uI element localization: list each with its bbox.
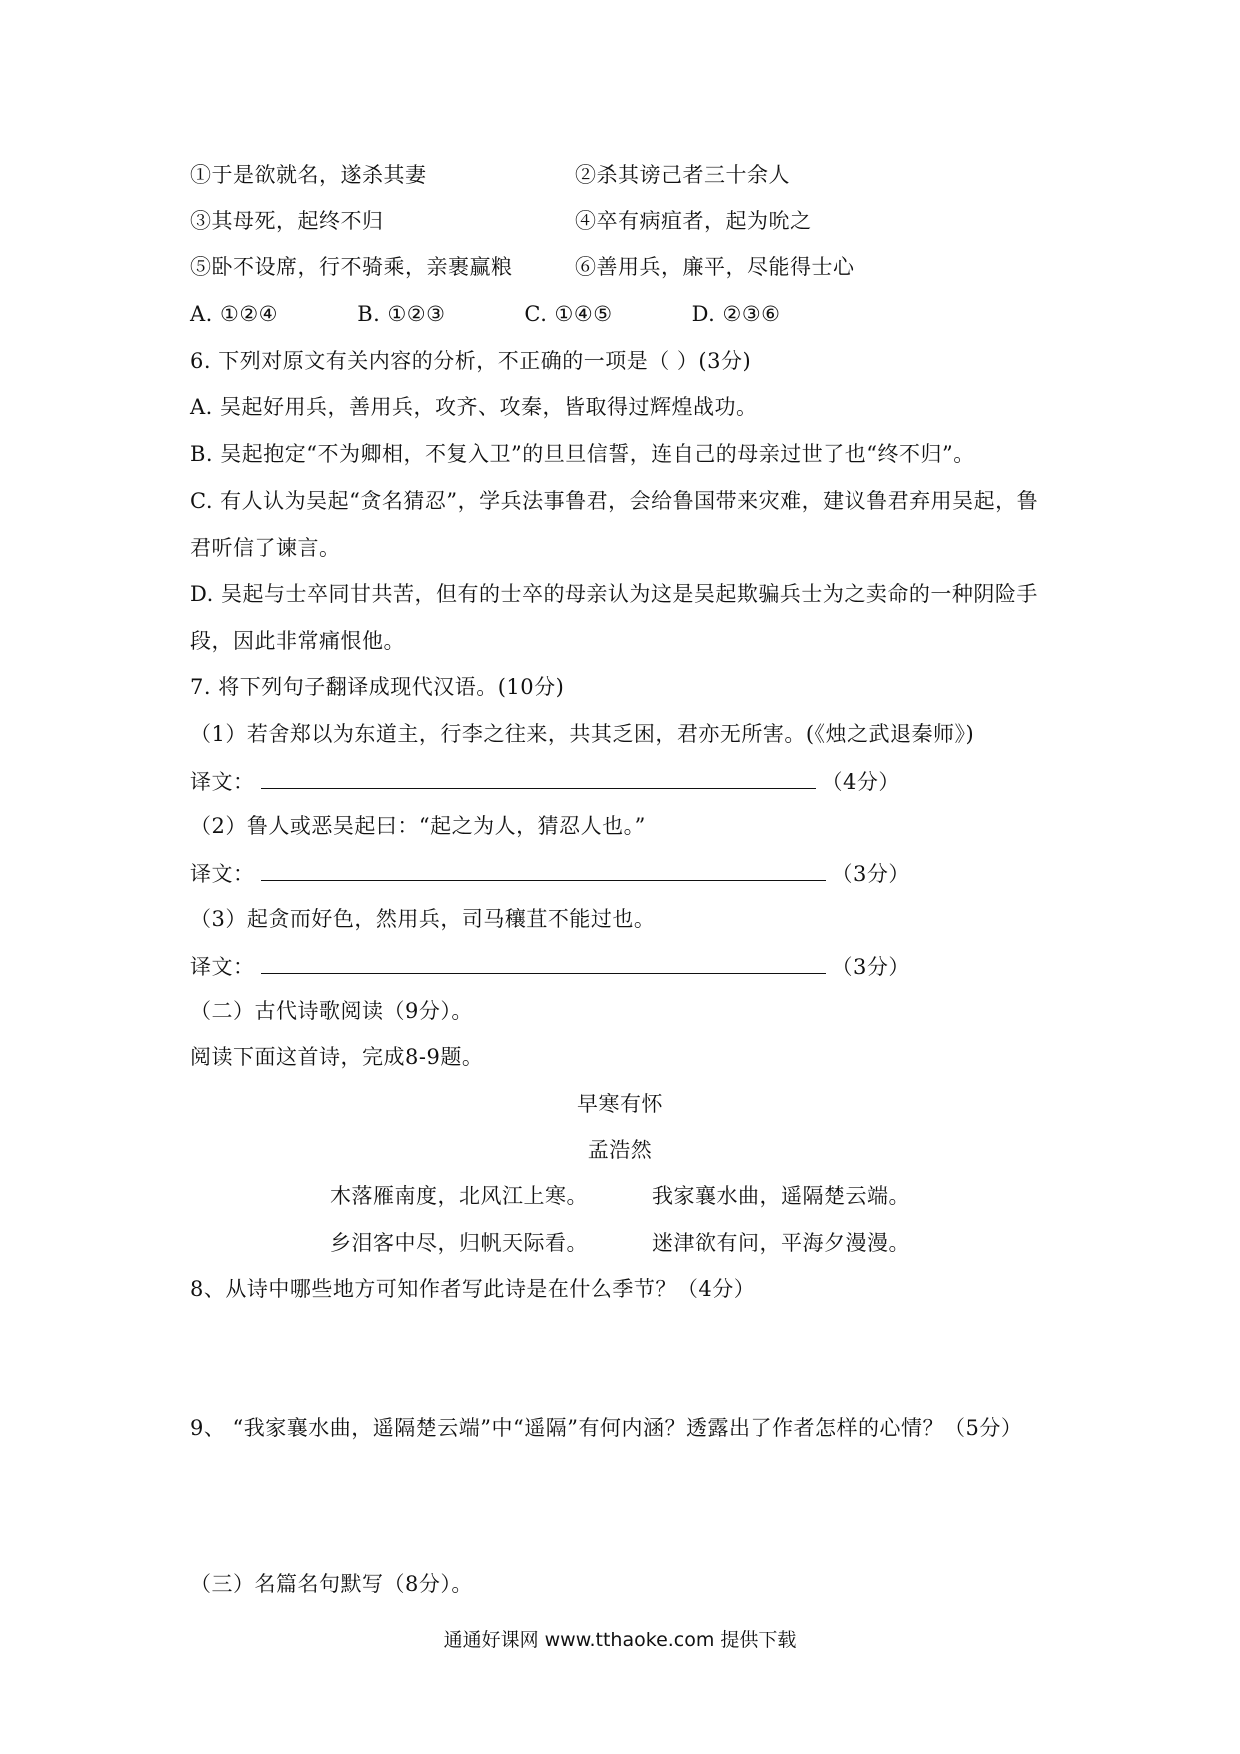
translation-label: 译文： [190, 862, 255, 886]
q5-options [190, 300, 852, 328]
poem-line-2b: 迷津欲有问，平海夕漫漫。 [652, 1231, 910, 1255]
q6-option-c-line2: 君听信了谏言。 [190, 536, 341, 560]
q7-answer-2 [190, 858, 910, 888]
q7-sentence-2: （2）鲁人或恶吴起曰：“起之为人，猜忍人也。” [190, 814, 646, 838]
q9: 9、 “我家襄水曲，遥隔楚云端”中“遥隔”有何内涵？透露出了作者怎样的心情？（5分） [190, 1416, 1023, 1440]
q6-option-c-line1: C. 有人认为吴起“贪名猜忍”，学兵法事鲁君，会给鲁国带来灾难，建议鲁君弃用吴起，鲁 [190, 489, 1039, 513]
q5-option-c: C. ①④⑤ [524, 302, 613, 326]
answer-blank[interactable] [261, 951, 826, 974]
translation-label: 译文： [190, 770, 255, 794]
section-2-title: （二）古代诗歌阅读（9分）。 [190, 999, 473, 1023]
poem-line-2a: 乡泪客中尽，归帆天际看。 [330, 1231, 588, 1255]
q6-stem: 6. 下列对原文有关内容的分析，不正确的一项是（ ）(3分) [190, 349, 752, 373]
q5-option-d: D. ②③⑥ [691, 302, 781, 326]
q7-sentence-3: （3）起贪而好色，然用兵，司马穰苴不能过也。 [190, 907, 656, 931]
q5-item-3: ③其母死，起终不归 [190, 209, 384, 233]
translation-label: 译文： [190, 955, 255, 979]
q5-option-a: A. ①②④ [190, 302, 278, 326]
poem-author: 孟浩然 [587, 1138, 653, 1162]
q5-item-6: ⑥善用兵，廉平，尽能得士心 [575, 255, 855, 279]
points: （3分） [831, 955, 910, 979]
q5-item-4: ④卒有病疽者，起为吮之 [575, 209, 812, 233]
q8: 8、从诗中哪些地方可知作者写此诗是在什么季节？（4分） [190, 1277, 756, 1301]
q6-option-d-line1: D. 吴起与士卒同甘共苦，但有的士卒的母亲认为这是吴起欺骗兵士为之卖命的一种阴险手 [190, 582, 1038, 606]
q6-option-a: A. 吴起好用兵，善用兵，攻齐、攻秦，皆取得过辉煌战功。 [190, 395, 758, 419]
footer-watermark: 通通好课网 www.tthaoke.com 提供下载 [443, 1629, 797, 1651]
q6-option-b: B. 吴起抱定“不为卿相，不复入卫”的旦旦信誓，连自己的母亲过世了也“终不归”。 [190, 442, 975, 466]
points: （4分） [821, 770, 900, 794]
q6-option-d-line2: 段，因此非常痛恨他。 [190, 629, 405, 653]
q7-answer-3 [190, 951, 910, 981]
points: （3分） [831, 862, 910, 886]
section-3-title: （三）名篇名句默写（8分）。 [190, 1572, 473, 1596]
answer-blank[interactable] [261, 858, 826, 881]
q5-item-5: ⑤卧不设席，行不骑乘，亲裹赢粮 [190, 255, 513, 279]
q5-option-b: B. ①②③ [357, 302, 446, 326]
q5-item-1: ①于是欲就名，遂杀其妻 [190, 163, 427, 187]
section-2-instructions: 阅读下面这首诗，完成8-9题。 [190, 1045, 484, 1069]
poem-title: 早寒有怀 [577, 1092, 663, 1116]
poem-line-1b: 我家襄水曲，遥隔楚云端。 [652, 1184, 910, 1208]
poem-line-1a: 木落雁南度，北风江上寒。 [330, 1184, 588, 1208]
q5-item-2: ②杀其谤己者三十余人 [575, 163, 790, 187]
q7-stem: 7. 将下列句子翻译成现代汉语。(10分) [190, 675, 565, 699]
q7-answer-1 [190, 766, 900, 796]
q7-sentence-1: （1）若舍郑以为东道主，行李之往来，共其乏困，君亦无所害。(《烛之武退秦师》) [190, 722, 975, 746]
answer-blank[interactable] [261, 766, 816, 789]
